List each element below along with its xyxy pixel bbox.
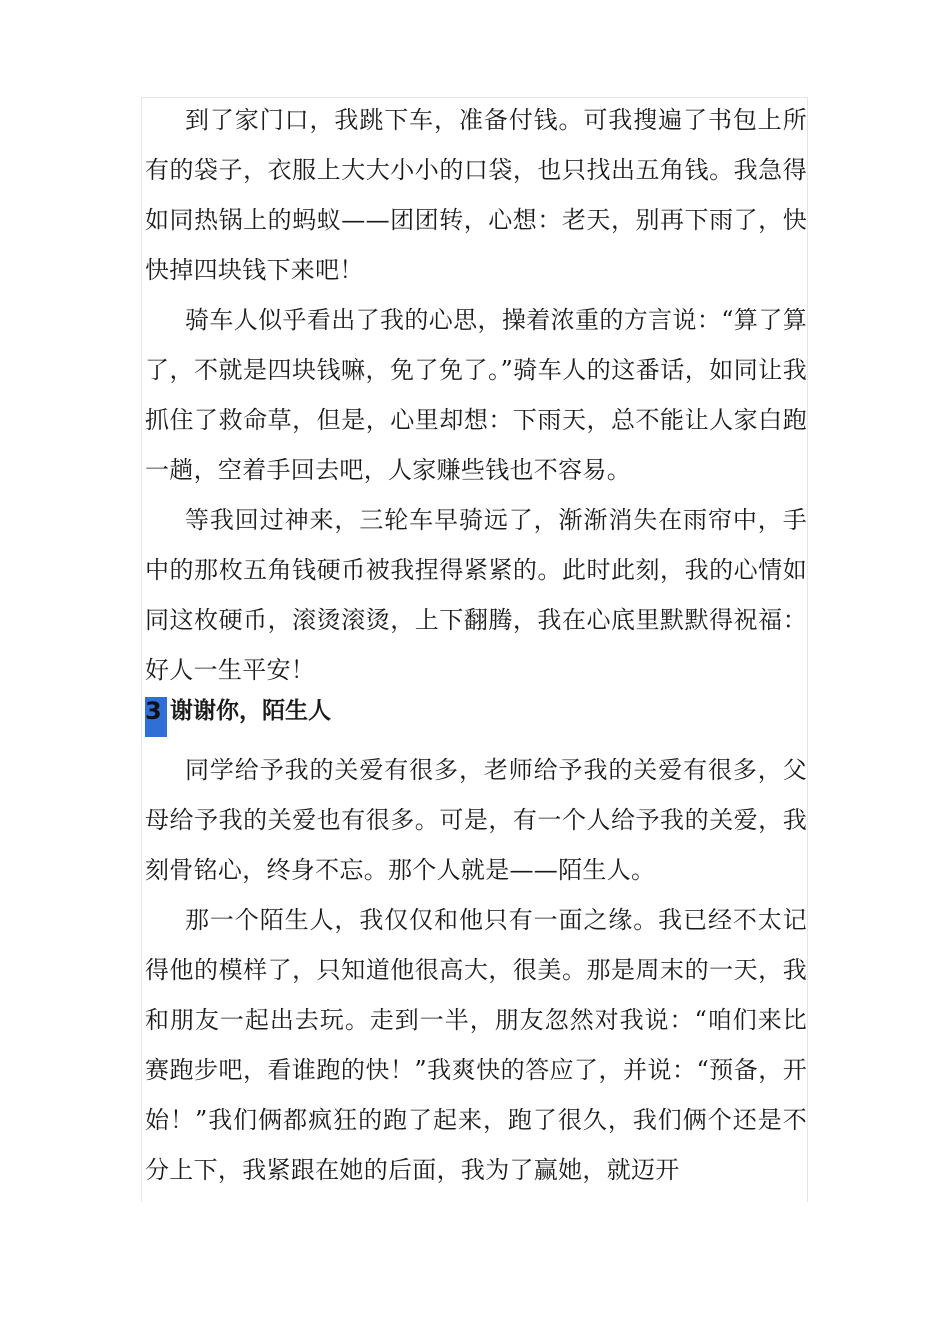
paragraph-care-intro: 同学给予我的关爱有很多，老师给予我的关爱有很多，父母给予我的关爱也有很多。可是，有一个人给予我的关爱，我刻骨铭心，终身不忘。那个人就是——陌生人。 [145, 756, 807, 884]
document-body [145, 95, 807, 1195]
paragraph-arrival-home: 到了家门口，我跳下车，准备付钱。可我搜遍了书包上所有的袋子，衣服上大大小小的口袋，也只找出五角钱。我急得如同热锅上的蚂蚁——团团转，心想：老天，别再下雨了，快快掉四块钱下来吧！ [145, 106, 807, 284]
paragraph-blessing: 等我回过神来，三轮车早骑远了，渐渐消失在雨帘中，手中的那枚五角钱硬币被我捏得紧紧的。此时此刻，我的心情如同这枚硬币，滚烫滚烫，上下翻腾，我在心底里默默得祝福：好人一生平安！ [145, 506, 807, 684]
paragraph-stranger-story: 那一个陌生人，我仅仅和他只有一面之缘。我已经不太记得他的模样了，只知道他很高大，很美。那是周末的一天，我和朋友一起出去玩。走到一半，朋友忽然对我说：“咱们来比赛跑步吧，看谁跑的快！”我爽快的答应了，并说：“预备，开始！”我们俩都疯狂的跑了起来，跑了很久，我们俩个还是不分上下，我紧跟在她的后面，我为了赢她，就迈开 [145, 906, 807, 1184]
paragraph-rider-speech: 骑车人似乎看出了我的心思，操着浓重的方言说：“算了算了，不就是四块钱嘛，免了免了。”骑车人的这番话，如同让我抓住了救命草，但是，心里却想：下雨天，总不能让人家白跑一趟，空着手回去吧，人家赚些钱也不容易。 [145, 306, 807, 484]
section-number-marker: 3 [145, 697, 167, 737]
section-title: 谢谢你，陌生人 [170, 698, 331, 724]
section-heading [145, 695, 807, 745]
